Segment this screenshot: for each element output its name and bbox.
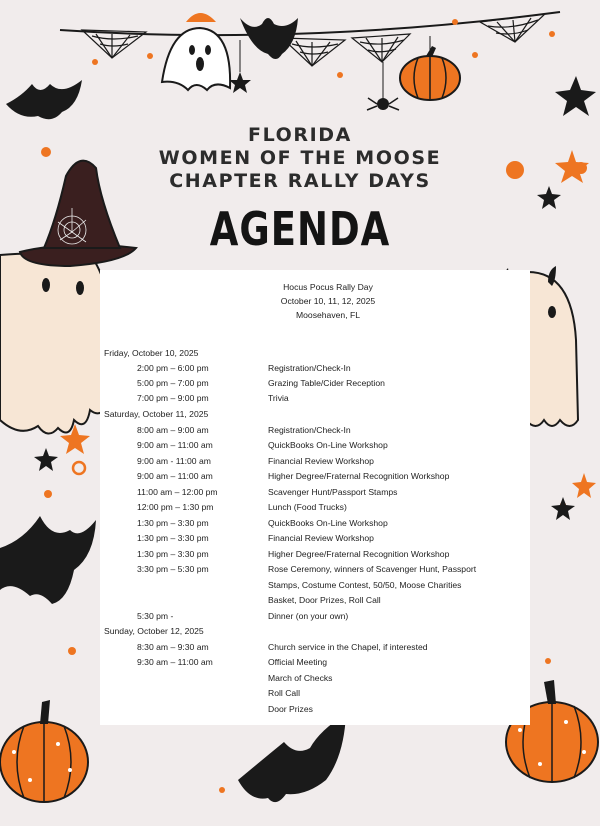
schedule-time: 8:00 am – 9:00 am (137, 425, 209, 435)
title-line-1: FLORIDA (248, 124, 352, 146)
schedule-time: 9:00 am - 11:00 am (137, 456, 211, 466)
schedule-time: 1:30 pm – 3:30 pm (137, 549, 209, 559)
schedule-event: Scavenger Hunt/Passport Stamps (268, 487, 398, 497)
schedule-event: Trivia (268, 393, 289, 403)
event-info (126, 270, 530, 322)
schedule-event: Lunch (Food Trucks) (268, 502, 347, 512)
schedule-event: Rose Ceremony, winners of Scavenger Hunt, Passport (268, 564, 477, 574)
schedule-time: 7:00 pm – 9:00 pm (137, 393, 209, 403)
schedule-time: 11:00 am – 12:00 pm (137, 487, 218, 497)
pumpkin-icon (0, 700, 88, 802)
day-heading: Saturday, October 11, 2025 (104, 409, 209, 419)
schedule-time: 9:30 am – 11:00 am (137, 657, 213, 667)
schedule-event: Door Prizes (268, 704, 313, 714)
schedule-time: 9:00 am – 11:00 am (137, 471, 213, 481)
spider-icon (367, 62, 399, 110)
page-title (0, 124, 600, 193)
agenda-card (100, 270, 530, 725)
schedule-time: 3:30 pm – 5:30 pm (137, 564, 209, 574)
schedule-event: Registration/Check-In (268, 363, 351, 373)
schedule-event: Registration/Check-In (268, 425, 351, 435)
pumpkin-icon (400, 36, 460, 100)
schedule-time: 5:30 pm - (137, 611, 174, 621)
schedule-time: 2:00 pm – 6:00 pm (137, 363, 209, 373)
day-heading: Sunday, October 12, 2025 (104, 626, 204, 636)
schedule-time: 12:00 pm – 1:30 pm (137, 502, 214, 512)
schedule-event: Official Meeting (268, 657, 328, 667)
bat-icon (240, 18, 298, 59)
schedule-event: Higher Degree/Fraternal Recognition Workshop (268, 471, 450, 481)
schedule-event: Grazing Table/Cider Reception (268, 378, 385, 388)
schedule-event: Higher Degree/Fraternal Recognition Workshop (268, 549, 450, 559)
ring-icon (73, 462, 85, 474)
schedule-event: Dinner (on your own) (268, 611, 349, 621)
schedule-event: Financial Review Workshop (268, 456, 374, 466)
bat-icon (0, 516, 96, 604)
title-line-2: WOMEN OF THE MOOSE (158, 147, 442, 169)
bat-icon (238, 714, 346, 802)
schedule-event: QuickBooks On-Line Workshop (268, 518, 388, 528)
schedule-time: 8:30 am – 9:30 am (137, 642, 209, 652)
bat-icon (6, 80, 82, 119)
schedule-time: 9:00 am – 11:00 am (137, 440, 213, 450)
schedule-event: Stamps, Costume Contest, 50/50, Moose Charities (268, 580, 462, 590)
agenda-heading: AGENDA (209, 202, 391, 257)
ghost-flag-icon (162, 13, 230, 90)
schedule-time: 1:30 pm – 3:30 pm (137, 518, 209, 528)
schedule-event: March of Checks (268, 673, 333, 683)
schedule-event: Church service in the Chapel, if interested (268, 642, 428, 652)
event-location: Moosehaven, FL (295, 310, 360, 320)
event-name: Hocus Pocus Rally Day (283, 282, 373, 292)
schedule-time: 1:30 pm – 3:30 pm (137, 533, 209, 543)
star-icon (229, 40, 251, 93)
title-line-3: CHAPTER RALLY DAYS (169, 170, 431, 192)
schedule-time: 5:00 pm – 7:00 pm (137, 378, 209, 388)
schedule-event: Roll Call (268, 688, 300, 698)
schedule-event: Financial Review Workshop (268, 533, 374, 543)
day-heading: Friday, October 10, 2025 (104, 348, 199, 358)
schedule-event: Basket, Door Prizes, Roll Call (268, 595, 381, 605)
schedule-event: QuickBooks On-Line Workshop (268, 440, 388, 450)
event-dates: October 10, 11, 12, 2025 (280, 296, 376, 306)
